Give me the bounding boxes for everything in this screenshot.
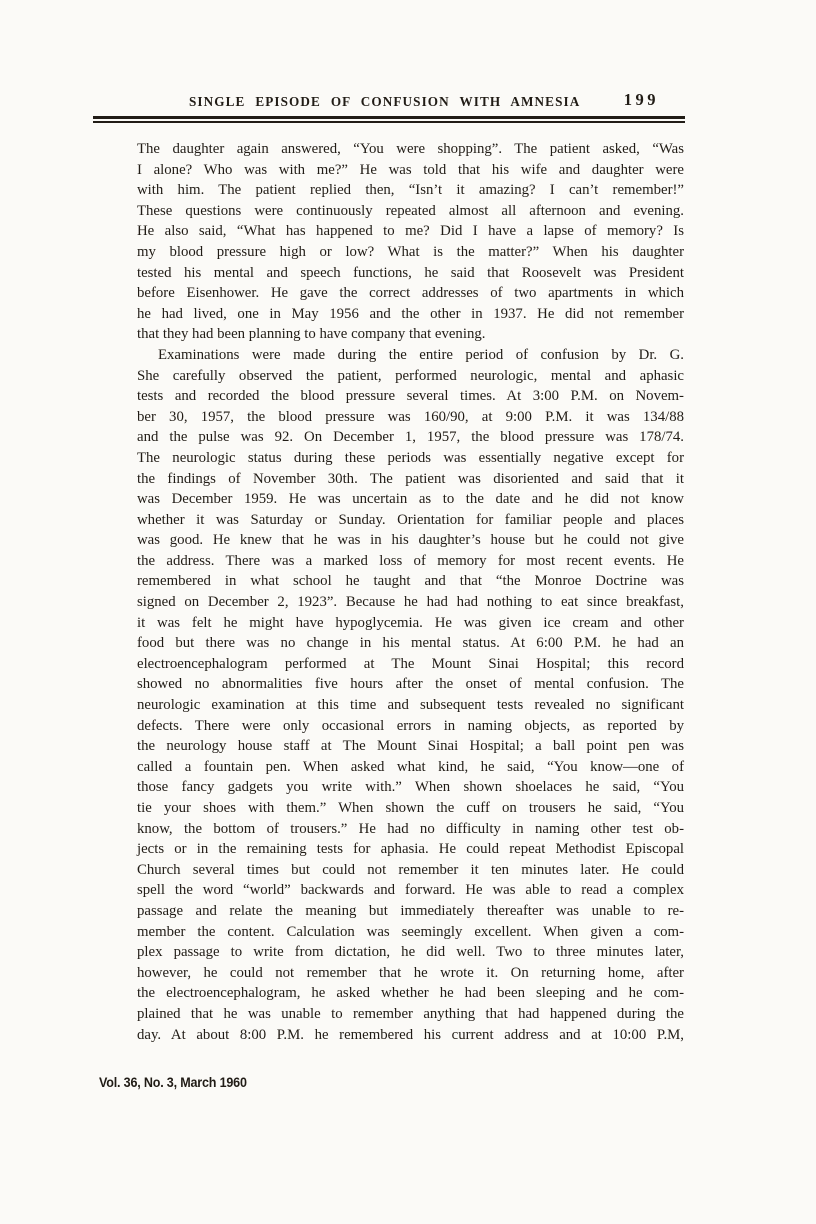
text-line: called a fountain pen. When asked what kind, he said, “You know—one of <box>137 758 684 775</box>
paragraph <box>137 139 684 345</box>
text-line: my blood pressure high or low? What is the matter?” When his daughter <box>137 243 684 260</box>
text-line: tests and recorded the blood pressure several times. At 3:00 P.M. on Novem- <box>137 388 684 405</box>
text-line: The daughter again answered, “You were shopping”. The patient asked, “Was <box>137 141 684 157</box>
text-line: passage and relate the meaning but immediately thereafter was unable to re- <box>137 902 684 919</box>
volume-info: Vol. 36, No. 3, March 1960 <box>99 1075 247 1090</box>
text-line: that they had been planning to have company that evening. <box>137 326 486 343</box>
text-line: day. At about 8:00 P.M. he remembered his current address and at 10:00 P.M, <box>137 1026 684 1043</box>
text-line: food but there was no change in his mental status. At 6:00 P.M. he had an <box>137 635 684 652</box>
text-line: know, the bottom of trousers.” He had no difficulty in naming other test ob- <box>137 820 684 837</box>
text-line: the neurology house staff at The Mount Sinai Hospital; a ball point pen was <box>137 738 684 755</box>
text-line: ber 30, 1957, the blood pressure was 160/90, at 9:00 P.M. it was 134/88 <box>137 408 684 425</box>
page-number: 199 <box>623 90 659 109</box>
running-head-title: SINGLE EPISODE OF CONFUSION WITH AMNESIA <box>189 94 581 109</box>
text-line: I alone? Who was with me?” He was told that his wife and daughter were <box>137 161 684 178</box>
text-line: the findings of November 30th. The patient was disoriented and said that it <box>137 470 684 487</box>
text-line: the electroencephalogram, he asked whether he had been sleeping and he com- <box>137 985 684 1002</box>
text-line: it was felt he might have hypoglycemia. He was given ice cream and other <box>137 614 684 631</box>
text-line: signed on December 2, 1923”. Because he had had nothing to eat since breakfast, <box>137 594 684 611</box>
text-line: showed no abnormalities five hours after the onset of mental confusion. The <box>137 676 684 693</box>
text-line: plained that he was unable to remember anything that had happened during the <box>137 1005 684 1022</box>
text-line: neurologic examination at this time and subsequent tests revealed no significant <box>137 697 684 714</box>
text-line: The neurologic status during these periods was essentially negative except for <box>137 449 684 466</box>
volume-footer <box>99 1075 247 1090</box>
text-line: Church several times but could not remember it ten minutes later. He could <box>137 861 684 878</box>
text-line: with him. The patient replied then, “Isn’t it amazing? I can’t remember!” <box>137 182 684 199</box>
text-line: the address. There was a marked loss of memory for most recent events. He <box>137 552 684 569</box>
text-line: whether it was Saturday or Sunday. Orientation for familiar people and places <box>137 511 684 528</box>
text-line: member the content. Calculation was seemingly excellent. When given a com- <box>137 923 684 940</box>
text-line: remembered in what school he taught and that “the Monroe Doctrine was <box>137 573 684 590</box>
text-line: tie your shoes with them.” When shown the cuff on trousers he said, “You <box>137 800 684 816</box>
text-line: jects or in the remaining tests for aphasia. He could repeat Methodist Episcopal <box>137 841 684 858</box>
text-line: She carefully observed the patient, performed neurologic, mental and aphasic <box>137 367 684 384</box>
header-double-rule <box>93 116 685 123</box>
text-line: those fancy gadgets you write with.” When shown shoelaces he said, “You <box>137 779 684 796</box>
text-line: tested his mental and speech functions, he said that Roosevelt was President <box>137 264 684 281</box>
text-line: defects. There were only occasional errors in naming objects, as reported by <box>137 717 684 734</box>
text-line: spell the word “world” backwards and forward. He was able to read a complex <box>137 882 684 899</box>
text-line: electroencephalogram performed at The Mount Sinai Hospital; this record <box>137 655 684 672</box>
text-line: plex passage to write from dictation, he did well. Two to three minutes later, <box>137 944 684 961</box>
text-line: and the pulse was 92. On December 1, 1957, the blood pressure was 178/74. <box>137 429 684 446</box>
text-line: was good. He knew that he was in his daughter’s house but he could not give <box>137 532 684 549</box>
text-line: he had lived, one in May 1956 and the other in 1937. He did not remember <box>137 305 684 322</box>
text-line: was December 1959. He was uncertain as to the date and he did not know <box>137 491 684 508</box>
running-head <box>93 90 685 114</box>
text-line: Examinations were made during the entire period of confusion by Dr. G. <box>158 346 684 363</box>
body-text <box>137 139 684 1045</box>
paragraph <box>137 345 684 1045</box>
text-line: These questions were continuously repeated almost all afternoon and evening. <box>137 202 684 219</box>
text-line: however, he could not remember that he wrote it. On returning home, after <box>137 964 684 981</box>
text-line: He also said, “What has happened to me? Did I have a lapse of memory? Is <box>137 223 684 240</box>
text-line: before Eisenhower. He gave the correct addresses of two apartments in which <box>137 285 684 302</box>
